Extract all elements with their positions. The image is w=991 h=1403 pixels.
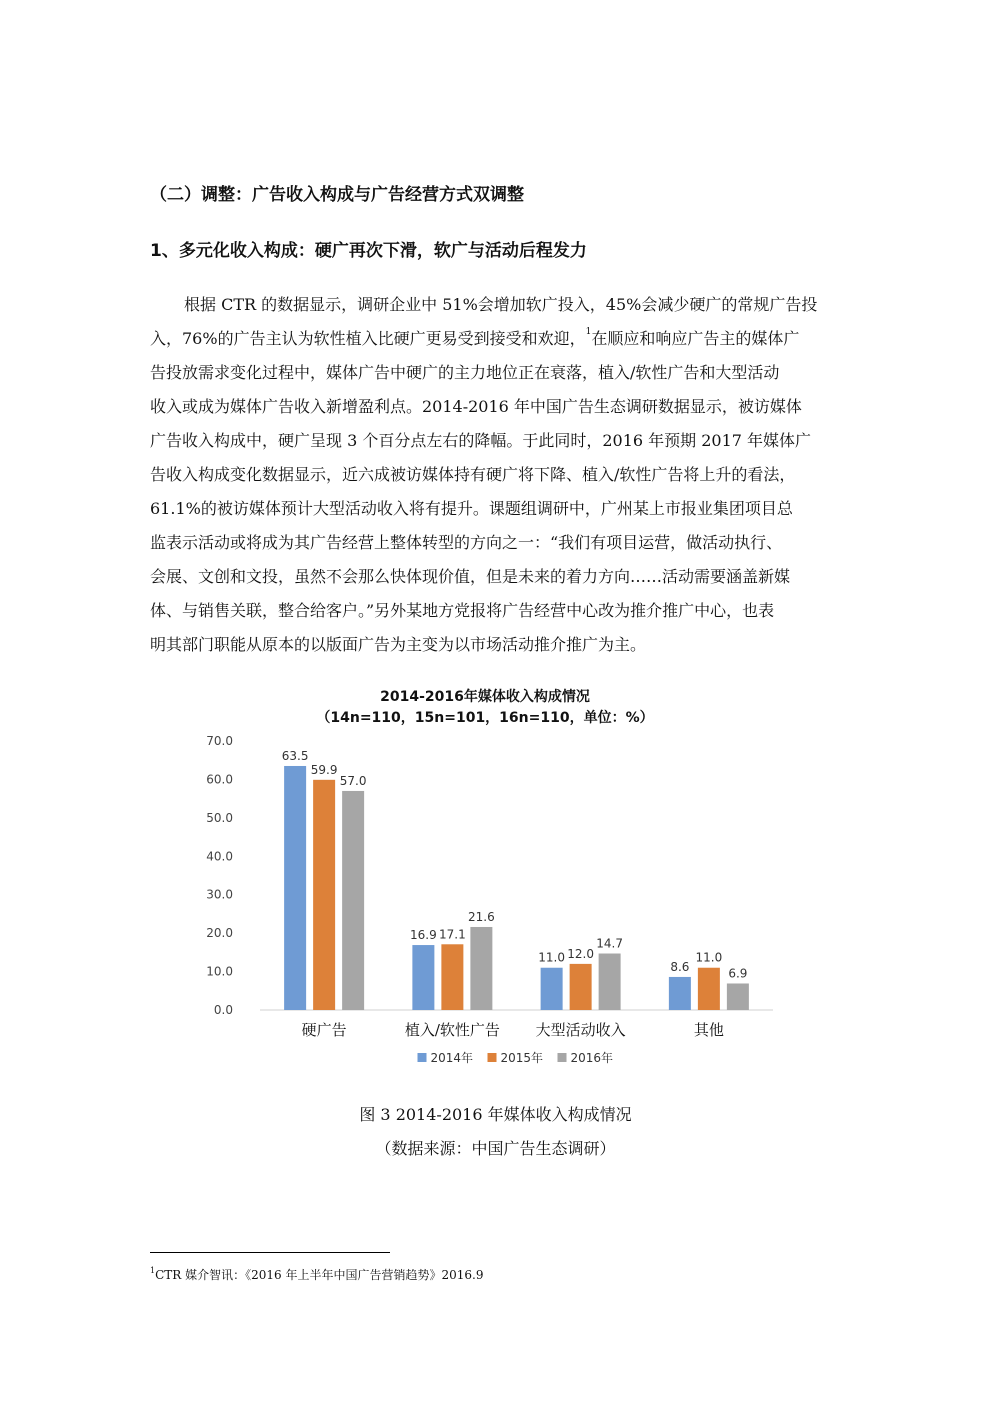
legend-swatch bbox=[418, 1053, 427, 1062]
paragraph-line: 告收入构成变化数据显示，近六成被访媒体持有硬广将下降、植入/软性广告将上升的看法， bbox=[150, 465, 796, 484]
paragraph-line: 61.1%的被访媒体预计大型活动收入将有提升。课题组调研中，广州某上市报业集团项目总 bbox=[150, 499, 793, 518]
paragraph-line: 监表示活动或将成为其广告经营上整体转型的方向之一：“我们有项目运营，做活动执行、 bbox=[150, 533, 783, 552]
data-label: 63.5 bbox=[281, 748, 309, 763]
bar bbox=[470, 927, 492, 1010]
x-category-label: 植入/软性广告 bbox=[404, 1021, 500, 1039]
y-tick-label: 70.0 bbox=[206, 734, 233, 748]
y-tick-label: 50.0 bbox=[206, 810, 233, 825]
paragraph-line: 根据 CTR 的数据显示，调研企业中 51%会增加软广投入，45%会减少硬广的常规广告投 bbox=[184, 295, 818, 314]
y-tick-label: 10.0 bbox=[206, 964, 233, 979]
data-label: 8.6 bbox=[670, 959, 690, 974]
data-label: 21.6 bbox=[468, 909, 495, 924]
y-tick-label: 0.0 bbox=[213, 1003, 233, 1017]
y-tick-label: 30.0 bbox=[206, 887, 233, 902]
section-heading: （二）调整：广告收入构成与广告经营方式双调整 bbox=[150, 185, 524, 205]
bar bbox=[441, 944, 463, 1010]
paragraph-line: 广告收入构成中，硬广呈现 3 个百分点左右的降幅。于此同时，2016 年预期 2017 年媒体广 bbox=[150, 431, 812, 450]
footnote-text: CTR 媒介智讯：《2016 年上半年中国广告营销趋势》2016.9 bbox=[155, 1268, 484, 1282]
legend-swatch bbox=[488, 1053, 497, 1062]
x-category-label: 其他 bbox=[693, 1021, 724, 1039]
x-category-label: 硬广告 bbox=[301, 1021, 347, 1039]
y-tick-label: 60.0 bbox=[206, 772, 233, 787]
paragraph-line: 告投放需求变化过程中，媒体广告中硬广的主力地位正在衰落，植入/软性广告和大型活动 bbox=[150, 363, 780, 382]
paragraph-line-text: 在顺应和响应广告主的媒体广 bbox=[591, 329, 800, 348]
legend-label: 2016年 bbox=[570, 1051, 614, 1065]
bar bbox=[313, 780, 335, 1010]
bar bbox=[570, 964, 592, 1010]
bar-chart bbox=[195, 730, 785, 1080]
data-label: 11.0 bbox=[695, 950, 723, 965]
paragraph-line: 明其部门职能从原本的以版面广告为主变为以市场活动推介推广为主。 bbox=[150, 635, 647, 654]
footnote-ref[interactable]: 1 bbox=[585, 327, 592, 337]
x-category-label: 大型活动收入 bbox=[535, 1021, 626, 1039]
paragraph-line: 体、与销售关联，整合给客户。”另外某地方党报将广告经营中心改为推介推广中心，也表 bbox=[150, 601, 775, 620]
data-label: 14.7 bbox=[596, 936, 623, 951]
data-label: 16.9 bbox=[410, 928, 437, 943]
data-label: 59.9 bbox=[310, 762, 338, 777]
footnote-marker: 1 bbox=[150, 1266, 156, 1275]
chart-title: 2014-2016年媒体收入构成情况 bbox=[380, 689, 590, 705]
bar bbox=[284, 766, 306, 1010]
footnote-divider bbox=[150, 1252, 390, 1253]
chart-subtitle: （14n=110，15n=101，16n=110，单位：%） bbox=[316, 710, 654, 726]
paragraph-line bbox=[150, 322, 850, 356]
footnote bbox=[150, 1266, 483, 1283]
paragraph-line: 收入或成为媒体广告收入新增盈利点。2014-2016 年中国广告生态调研数据显示，被访媒体 bbox=[150, 397, 802, 416]
legend-label: 2015年 bbox=[500, 1051, 544, 1065]
bar bbox=[698, 968, 720, 1010]
data-label: 57.0 bbox=[339, 773, 367, 788]
legend-swatch bbox=[558, 1053, 567, 1062]
paragraph-line-text: 入，76%的广告主认为软性植入比硬广更易受到接受和欢迎， bbox=[150, 329, 586, 348]
legend-label: 2014年 bbox=[430, 1051, 474, 1065]
y-tick-label: 40.0 bbox=[206, 849, 233, 864]
body-paragraph bbox=[150, 288, 850, 662]
bar bbox=[342, 791, 364, 1010]
bar bbox=[599, 954, 621, 1010]
bar bbox=[727, 983, 749, 1010]
figure-caption: 图 3 2014-2016 年媒体收入构成情况 bbox=[359, 1105, 632, 1124]
subsection-heading: 1、多元化收入构成：硬广再次下滑，软广与活动后程发力 bbox=[150, 241, 587, 261]
bar bbox=[541, 968, 563, 1010]
paragraph-line: 会展、文创和文投，虽然不会那么快体现价值，但是未来的着力方向……活动需要涵盖新媒 bbox=[150, 567, 791, 586]
bar bbox=[412, 945, 434, 1010]
data-label: 12.0 bbox=[567, 946, 594, 961]
data-label: 6.9 bbox=[728, 966, 748, 981]
data-label: 11.0 bbox=[538, 950, 565, 965]
y-tick-label: 20.0 bbox=[206, 926, 233, 941]
data-label: 17.1 bbox=[439, 927, 466, 942]
figure-source: （数据来源：中国广告生态调研） bbox=[375, 1139, 616, 1158]
bar bbox=[669, 977, 691, 1010]
